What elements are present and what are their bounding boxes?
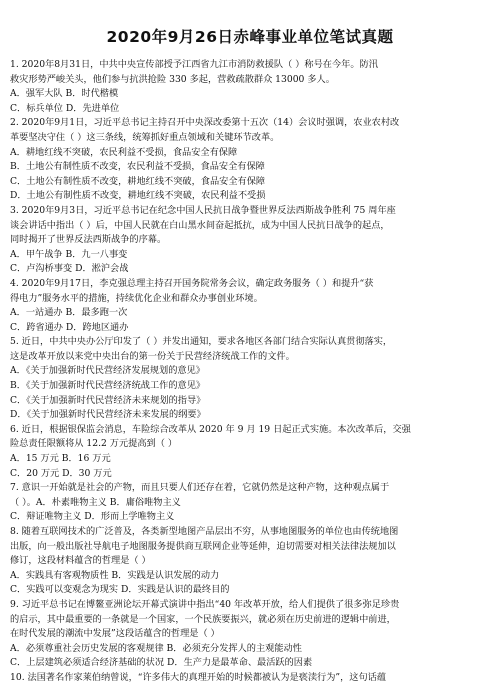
page-title: 2020年9月26日赤峰事业单位笔试真题 [106, 28, 394, 46]
text-line: C．实践可以变观念为现实 D．实践是认识的最终目的 [10, 584, 230, 596]
text-line: A．耕地红线不突破，农民利益不受损，食品安全有保障 [10, 146, 238, 158]
text-line: B．《关于加强新时代民营经济统战工作的意见》 [10, 380, 206, 392]
text-line: 险总责任限额将从 12.2 万元提高到（ ） [10, 438, 178, 450]
text-line: A．甲午战争 B．九一八事变 [10, 248, 128, 260]
text-line: 3. 2020年9月3日，习近平总书记在纪念中国人民抗日战争暨世界反法西斯战争胜利 75 周年座 [10, 204, 396, 216]
text-line: 6. 近日，根据银保监会消息，车险综合改革从 2020 年 9 月 19 日起正式实施。本次改革后，交强 [10, 423, 411, 435]
text-line: A．《关于加强新时代民营经济发展规划的意见》 [10, 365, 205, 377]
text-line: A．15 万元 B．16 万元 [10, 453, 111, 465]
text-line: A．必须尊重社会历史发展的客观规律 B．必须充分发挥人的主观能动性 [10, 642, 302, 654]
text-line: 出版，向一般出版社导航电子地图服务提供商互联网企业等延伸，迫切需要对相关法律法规加以 [10, 540, 396, 552]
text-line: 1. 2020年8月31日，中共中央宣传部授予江西省九江市消防救援队（ ）称号在今年。防汛 [10, 59, 378, 70]
text-line: 同时揭开了世界反法西斯战争的序幕。 [10, 234, 167, 246]
text-line: 9. 习近平总书记在博鳌亚洲论坛开幕式演讲中指出“40 年改革开放，给人们提供了很多弥足珍贵 [10, 598, 400, 610]
text-line: C．跨省通办 D．跨地区通办 [10, 321, 129, 333]
text-line: 4. 2020年9月17日，李克强总理主持召开国务院常务会议，确定政务服务（ ）和提升“获 [10, 277, 374, 289]
text-line: 5. 近日，中共中央办公厅印发了（ ）并发出通知，要求各地区各部门结合实际认真贯彻落实， [10, 336, 393, 348]
text-line: 这是改革开放以来党中央出台的第一份关于民营经济统战工作的文件。 [10, 350, 295, 362]
text-line: C．辩证唯物主义 D．形而上学唯物主义 [10, 511, 175, 523]
text-line: 谈会讲话中指出（ ）后，中国人民就在白山黑水间奋起抵抗，成为中国人民抗日战争的起点， [10, 219, 390, 231]
text-line: A．一站通办 B．最多跑一次 [10, 307, 128, 319]
text-line: 在时代发展的潮流中发展”这段话蕴含的哲理是（ ） [10, 628, 220, 640]
text-line: A．实践具有客观物质性 B．实践是认识发展的动力 [10, 569, 220, 581]
text-line: D．《关于加强新时代民营经济未来发展的纲要》 [10, 409, 206, 421]
text-line: 修订，这段材料蕴含的哲理是（ ） [10, 555, 151, 567]
text-line: 得电力”服务水平的措施，持续优化企业和群众办事创业环境。 [10, 292, 263, 304]
text-line: C．上层建筑必须适合经济基础的状况 D．生产力是最革命、最活跃的因素 [10, 657, 313, 669]
text-line: C．土地公有制性质不改变，耕地红线不突破，食品安全有保障 [10, 175, 266, 187]
text-line: 7. 意识一开始就是社会的产物，而且只要人们还存在着，它就仍然是这种产物，这种观点属于 [10, 482, 390, 494]
text-line: 革要坚决守住（ ）这三条线，统筹抓好重点领域和关键环节改革。 [10, 131, 280, 143]
text-line: 2. 2020年9月1日，习近平总书记主持召开中央深改委第十五次（14）会议时强调，农业农村改 [10, 117, 400, 129]
text-line: A．强军大队 B．时代楷模 [10, 88, 119, 100]
text-line: （ ）。A．朴素唯物主义 B．庸俗唯物主义 [10, 496, 181, 508]
text-line: 救灾形势严峻关头，他们参与抗洪抢险 330 多起，营救疏散群众 13000 多人。 [10, 73, 335, 85]
text-line: 8. 随着互联网技术的广泛普及，各类新型地图产品层出不穷，从事地图服务的单位也由传统地图 [10, 526, 399, 537]
text-line: C．标兵单位 D．先进单位 [10, 102, 120, 114]
text-line: C．20 万元 D．30 万元 [10, 467, 112, 479]
text-line: 的启示，其中最重要的一条就是一个国家，一个民族要振兴，就必须在历史前进的逻辑中前进， [10, 613, 396, 625]
text-line: B．土地公有制性质不改变，农民利益不受损，食品安全有保障 [10, 161, 265, 173]
text-line: D．土地公有制性质不改变，耕地红线不突破，农民利益不受损 [10, 190, 266, 202]
text-line: C．《关于加强新时代民营经济未来规划的指导》 [10, 394, 206, 406]
question-body [10, 58, 490, 686]
text-line: C．卢沟桥事变 D．淞沪会战 [10, 263, 129, 275]
text-line: 10. 法国著名作家莱伯纳曾说，“许多伟大的真理开始的时候都被认为是亵渎行为”，这句话蕴 [10, 671, 387, 683]
